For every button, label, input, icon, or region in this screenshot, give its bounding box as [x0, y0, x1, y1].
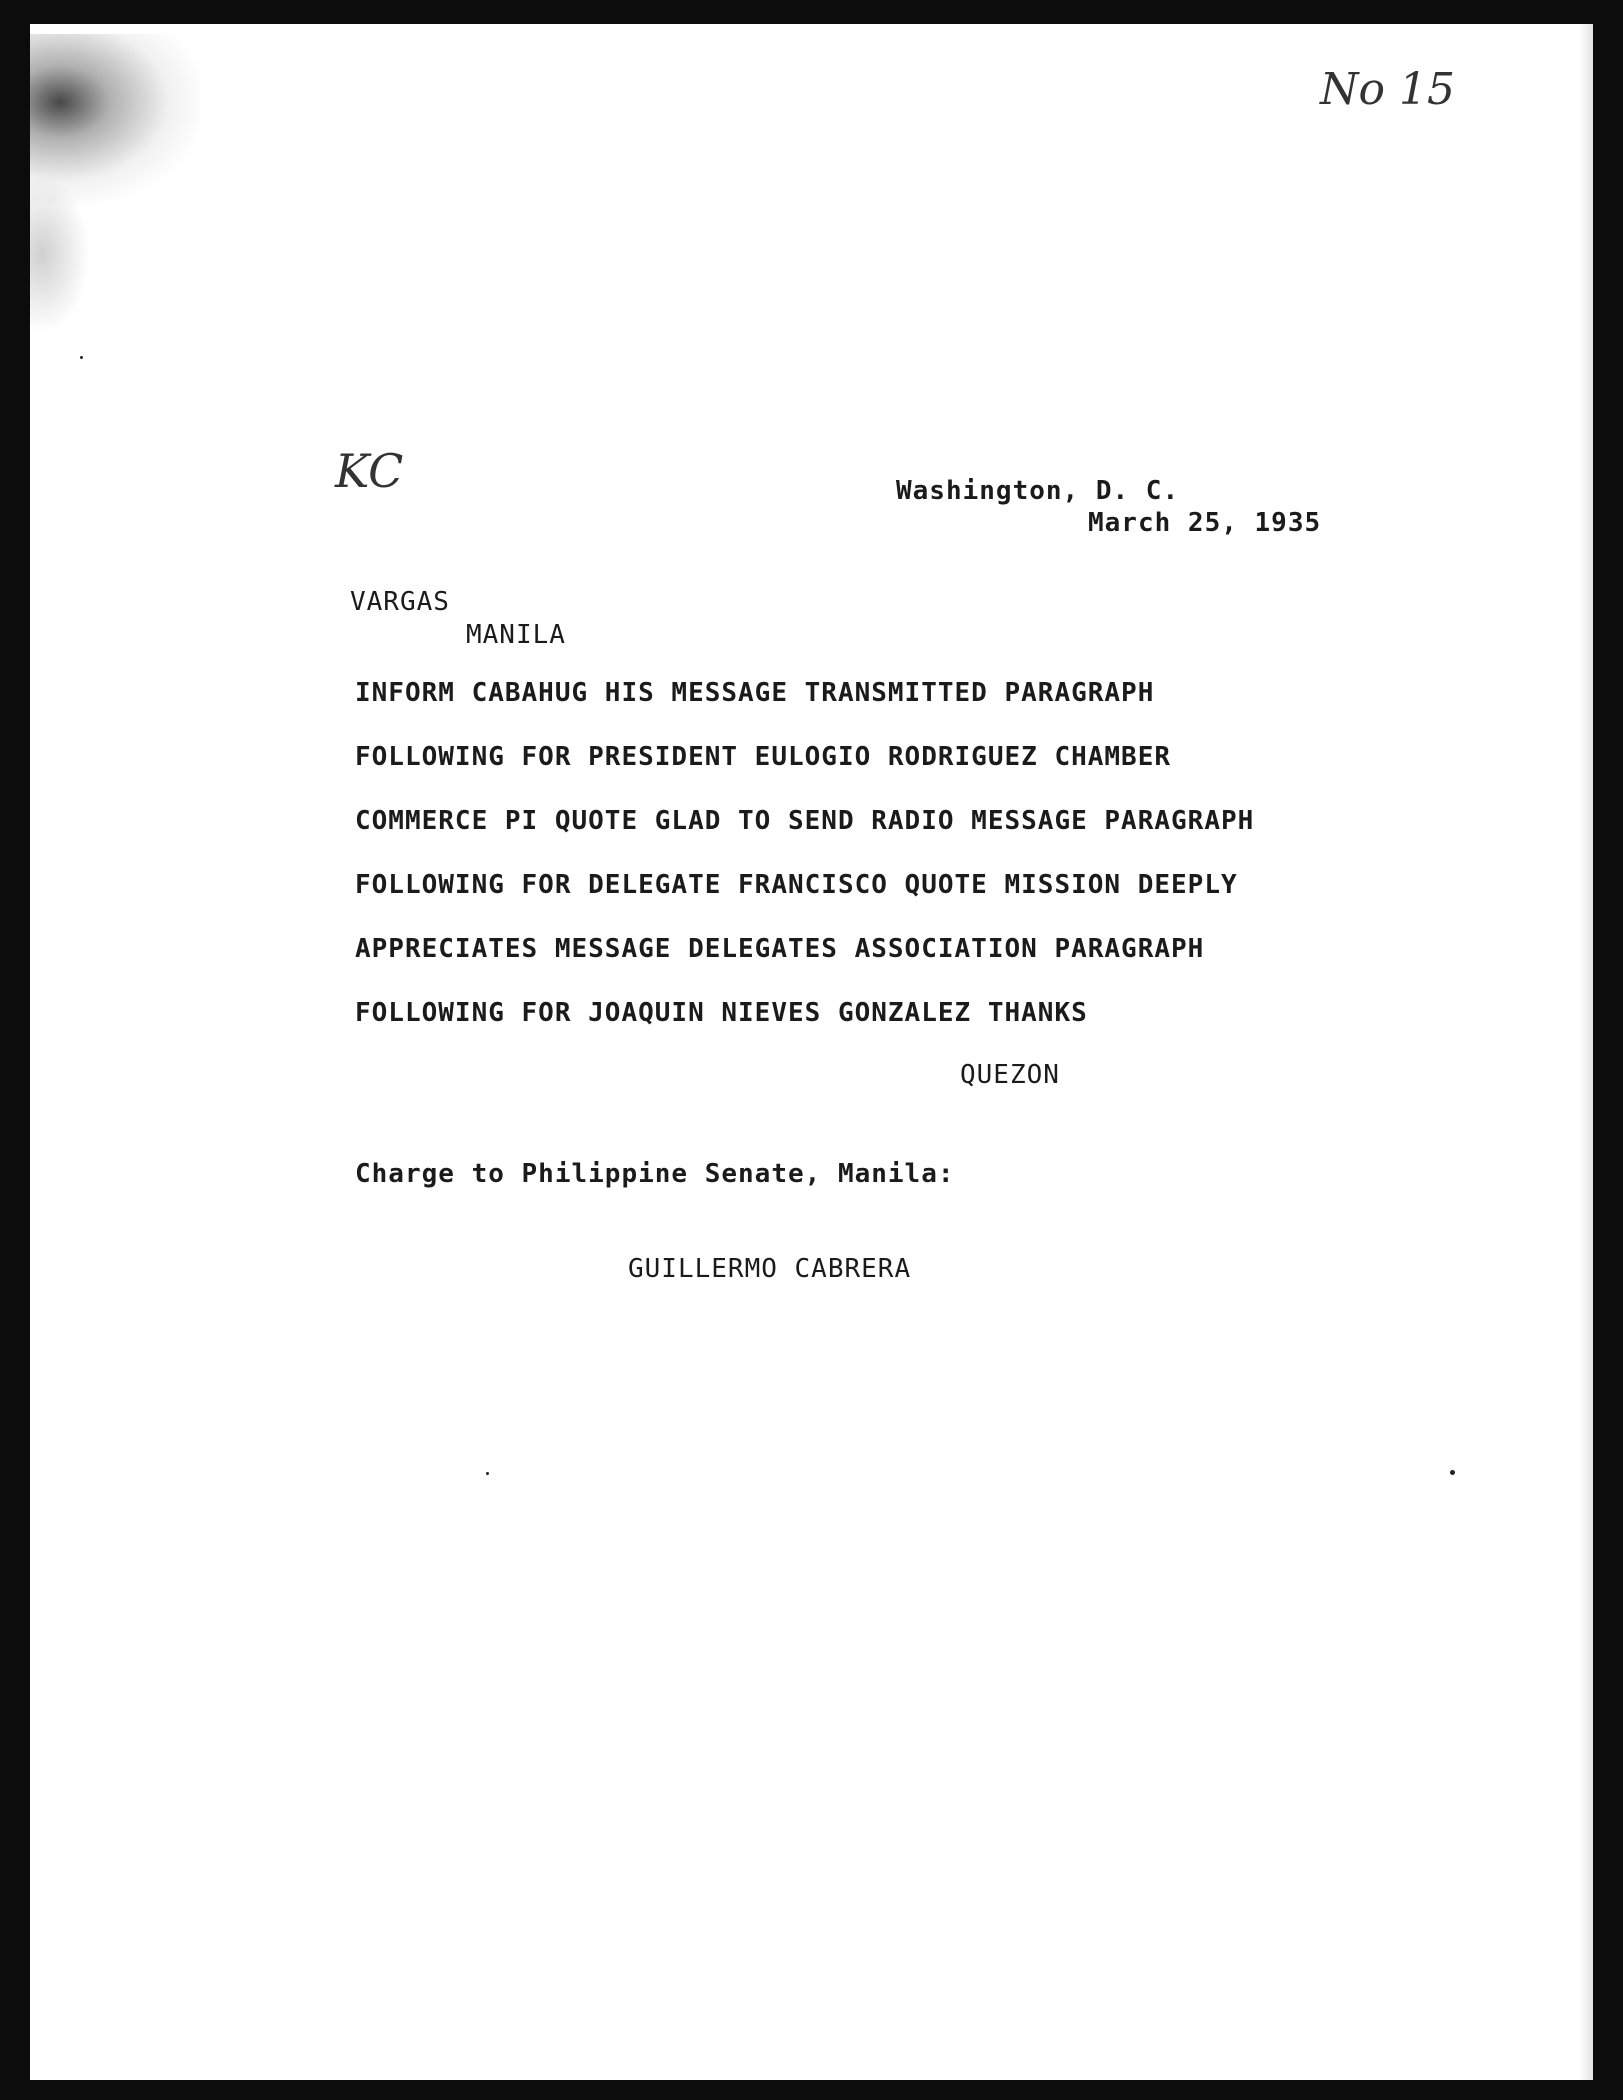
handwritten-initials: KC [335, 444, 404, 498]
scan-smudge-lower [30, 174, 90, 334]
body-line: FOLLOWING FOR PRESIDENT EULOGIO RODRIGUEZ CHAMBER [355, 742, 1172, 772]
ink-speck [80, 356, 83, 359]
addressee-city: MANILA [466, 620, 566, 650]
body-line: FOLLOWING FOR DELEGATE FRANCISCO QUOTE MISSION DEEPLY [355, 870, 1238, 900]
letter-place: Washington, D. C. [896, 476, 1180, 506]
sender-name: QUEZON [960, 1060, 1060, 1090]
body-line: FOLLOWING FOR JOAQUIN NIEVES GONZALEZ THANKS [355, 998, 1088, 1028]
ink-speck [486, 1472, 489, 1475]
signatory-name: GUILLERMO CABRERA [628, 1254, 912, 1284]
ink-speck [1450, 1470, 1455, 1475]
body-line: COMMERCE PI QUOTE GLAD TO SEND RADIO MESSAGE PARAGRAPH [355, 806, 1255, 836]
charge-note: Charge to Philippine Senate, Manila: [355, 1159, 955, 1189]
page-edge-shadow [1579, 24, 1593, 2080]
body-line: APPRECIATES MESSAGE DELEGATES ASSOCIATION PARAGRAPH [355, 934, 1205, 964]
body-line: INFORM CABAHUG HIS MESSAGE TRANSMITTED PARAGRAPH [355, 678, 1155, 708]
letter-date: March 25, 1935 [1088, 508, 1322, 538]
handwritten-file-number: No 15 [1320, 64, 1455, 115]
document-page [30, 24, 1593, 2080]
addressee-name: VARGAS [350, 587, 450, 617]
